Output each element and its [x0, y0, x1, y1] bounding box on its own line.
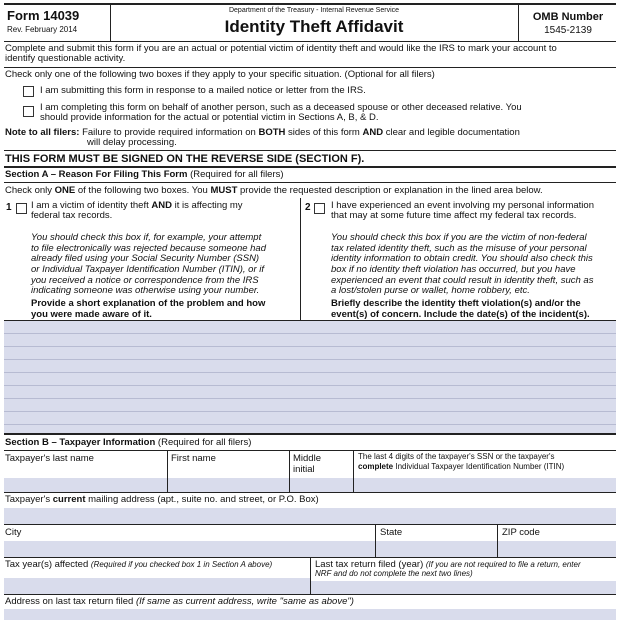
section-a-instruction: Check only ONE of the following two boxes. You MUST provide the requested description or explanation in the lined area below. — [5, 185, 543, 196]
option-1-checkbox[interactable] — [23, 86, 34, 97]
intro-text-2: identify questionable activity. — [5, 53, 126, 64]
first-name-label: First name — [171, 453, 216, 464]
middle-initial-field[interactable] — [290, 478, 353, 492]
box-1-prompt: Provide a short explanation of the problem and how you were made aware of it. — [31, 298, 266, 320]
box-1-checkbox[interactable] — [16, 203, 27, 214]
box-1-label-line1: I am a victim of identity theft AND it is affecting my — [31, 200, 243, 211]
last-return-field[interactable] — [311, 581, 616, 594]
last-name-label: Taxpayer's last name — [5, 453, 94, 464]
state-label: State — [380, 527, 403, 538]
department-name: Department of the Treasury - Internal Revenue Service — [228, 7, 400, 14]
omb-label: OMB Number — [532, 11, 604, 23]
box-2-label-line1: I have experienced an event involving my personal information — [331, 200, 594, 211]
form-number: Form 14039 — [7, 8, 80, 23]
section-b-heading: Section B – Taxpayer Information (Required for all filers) — [5, 437, 252, 448]
ssn-label-line1: The last 4 digits of the taxpayer's SSN or the taxpayer's — [358, 452, 555, 461]
box-2-checkbox[interactable] — [314, 203, 325, 214]
city-field[interactable] — [4, 541, 375, 557]
last-return-label: Last tax return filed (year) (If you are not required to file a return, enter — [315, 559, 581, 570]
box-2-prompt: Briefly describe the identity theft violation(s) and/or the event(s) of concern. Include the date(s) of the incident(s). — [331, 298, 590, 320]
box-1-label-line2: federal tax records. — [31, 210, 113, 221]
form-title: Identity Theft Affidavit — [224, 17, 404, 36]
top-border — [4, 3, 616, 5]
box-2-label-line2: that may at some future time affect my federal tax records. — [331, 210, 577, 221]
ssn-itin-field[interactable] — [354, 478, 616, 492]
option-1-label: I am submitting this form in response to a mailed notice or letter from the IRS. — [40, 85, 366, 96]
box-2-number: 2 — [305, 202, 311, 213]
option-2-label-line2: should provide information for the actual or potential victim in Sections A, B, & D. — [40, 112, 379, 123]
note-to-filers-line2: will delay processing. — [87, 137, 177, 148]
option-2-checkbox[interactable] — [23, 106, 34, 117]
must-sign-notice: THIS FORM MUST BE SIGNED ON THE REVERSE SIDE (SECTION F). — [5, 153, 365, 165]
intro-text-1: Complete and submit this form if you are an actual or potential victim of identity theft and would like the IRS to mark your account to — [5, 43, 557, 54]
middle-initial-label-line1: Middle — [293, 453, 321, 464]
box-2-guidance: You should check this box if you are the victim of non-federal tax related identity theft, such as the misuse of your personal identity information to obtain credit. You should also check this box if no identity theft violation has occurred, but you have experienced an event that could result in identity theft, such as a lost/stolen purse or wallet, home robbery, etc. — [331, 232, 594, 297]
form-revision: Rev. February 2014 — [7, 25, 78, 34]
previous-address-field[interactable] — [4, 609, 616, 620]
zip-code-field[interactable] — [498, 541, 616, 557]
box-1-number: 1 — [6, 202, 12, 213]
last-name-field[interactable] — [4, 478, 167, 492]
middle-initial-label-line2: initial — [293, 464, 315, 475]
section-a-heading: Section A – Reason For Filing This Form (Required for all filers) — [5, 169, 284, 180]
option-2-label-line1: I am completing this form on behalf of another person, such as a deceased spouse or other deceased relative. You — [40, 102, 522, 113]
state-field[interactable] — [376, 541, 497, 557]
box-1-guidance: You should check this box if, for example, your attempt to file electronically was rejected because someone had already filed using your Social Security Number (SSN) or Individual Taxpayer Identification Number (ITIN), or if you received a notice or correspondence from the IRS indicating someone was otherwise using your number. — [31, 232, 266, 297]
explanation-area[interactable] — [4, 320, 616, 433]
tax-year-label: Tax year(s) affected (Required if you checked box 1 in Section A above) — [5, 559, 273, 570]
check-instruction: Check only one of the following two boxes if they apply to your specific situation. (Optional for all filers) — [5, 69, 435, 80]
first-name-field[interactable] — [168, 478, 289, 492]
current-address-field[interactable] — [4, 508, 616, 524]
current-address-label: Taxpayer's current mailing address (apt., suite no. and street, or P.O. Box) — [5, 494, 319, 505]
zip-code-label: ZIP code — [502, 527, 540, 538]
note-to-filers: Note to all filers: Failure to provide required information on BOTH sides of this form AND clear and legible documentation — [5, 127, 520, 138]
ssn-label-line2: complete Individual Taxpayer Identification Number (ITIN) — [358, 462, 565, 471]
omb-number: 1545-2139 — [544, 25, 592, 36]
city-label: City — [5, 527, 22, 538]
last-return-note: NRF and do not complete the next two lines) — [315, 569, 473, 578]
previous-address-label: Address on last tax return filed (If same as current address, write "same as above") — [5, 596, 354, 607]
tax-year-field[interactable] — [4, 578, 310, 594]
